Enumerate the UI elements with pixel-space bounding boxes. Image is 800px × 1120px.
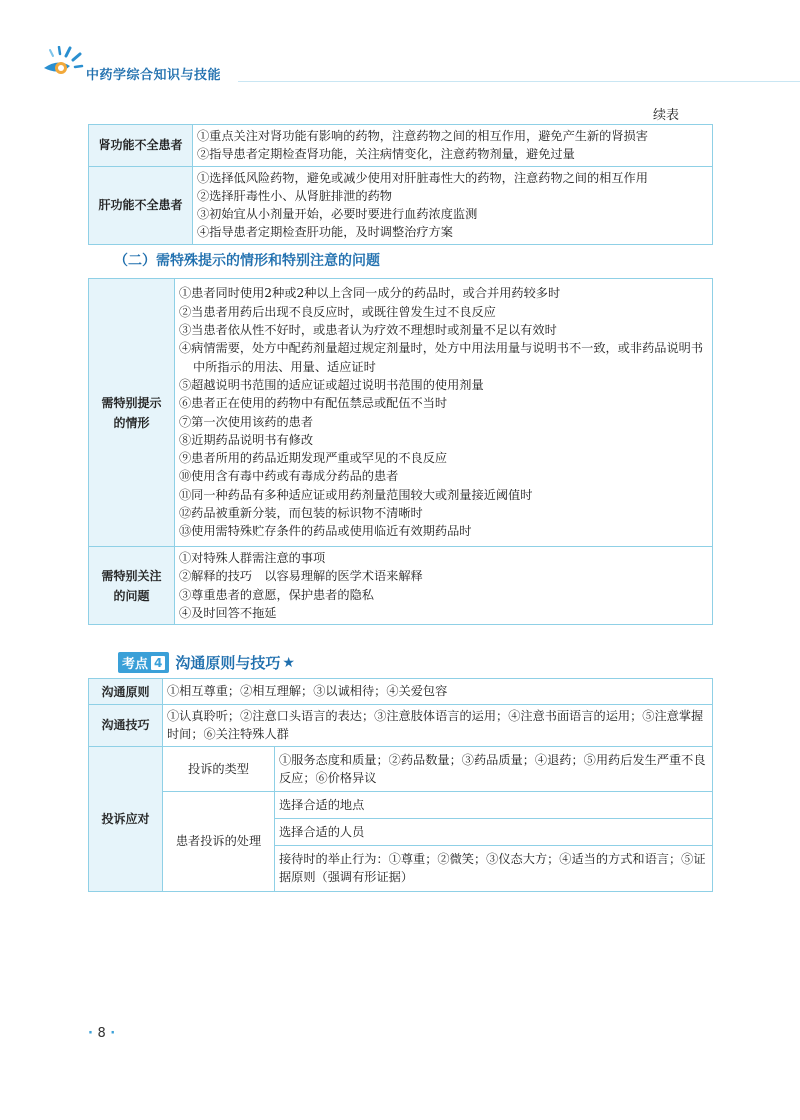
list-item: ⑥患者正在使用的药物中有配伍禁忌或配伍不当时 — [179, 396, 448, 411]
list-item: ⑧近期药品说明书有修改 — [179, 432, 314, 447]
exam-point-number: 4 — [151, 656, 165, 670]
row-items-liver — [193, 166, 713, 244]
star-icon: ★ — [282, 654, 295, 671]
row-items-kidney — [193, 125, 713, 167]
exam-point-tag — [118, 652, 169, 673]
table-row — [89, 679, 713, 705]
list-item: ③当患者依从性不好时，或患者认为疗效不理想时或剂量不足以有效时 — [179, 323, 557, 338]
list-item: ①患者同时使用2种或2种以上含同一成分的药品时，或合并用药较多时 — [179, 286, 561, 301]
page-number-value: 8 — [97, 1026, 106, 1041]
book-title: 中药学综合知识与技能 — [86, 68, 222, 83]
skills-text: ①认真聆听；②注意口头语言的表达；③注意肢体语言的运用；④注意书面语言的运用；⑤注意掌握时间；⑥关注特殊人群 — [163, 705, 713, 747]
list-item: ②当患者用药后出现不良反应时，或既往曾发生过不良反应 — [179, 304, 496, 319]
row-label-special-cases: 需特别提示的情形 — [89, 279, 175, 547]
section-heading: （二）需特殊提示的情形和特别注意的问题 — [114, 253, 380, 269]
exam-point-heading — [118, 652, 295, 673]
list-item: ⑩使用含有毒中药或有毒成分药品的患者 — [179, 469, 399, 484]
list-item: ①选择低风险药物，避免或减少使用对肝脏毒性大的药物，注意药物之间的相互作用 — [197, 170, 648, 185]
table-row — [89, 166, 713, 244]
page-header — [0, 0, 800, 92]
row-label-complaint: 投诉应对 — [89, 746, 163, 891]
sun-logo-icon — [40, 46, 84, 80]
continued-label: 续表 — [653, 108, 680, 123]
row-label-kidney: 肾功能不全患者 — [89, 125, 193, 167]
list-item: ⑨患者所用的药品近期发现严重或罕见的不良反应 — [179, 451, 448, 466]
list-item: ⑤超越说明书范围的适应证或超过说明书范围的使用剂量 — [179, 377, 484, 392]
complaint-types-text: ①服务态度和质量；②药品数量；③药品质量；④退药；⑤用药后发生严重不良反应；⑥价格异议 — [275, 746, 713, 792]
row-label-special-issues: 需特别关注的问题 — [89, 547, 175, 625]
header-divider — [238, 81, 800, 82]
principle-text: ①相互尊重；②相互理解；③以诚相待；④关爱包容 — [163, 679, 713, 705]
communication-table — [88, 678, 713, 892]
special-notice-table — [88, 278, 713, 625]
handling-item: 接待时的举止行为：①尊重；②微笑；③仪态大方；④适当的方式和语言；⑤证据原则（强调有形证据） — [275, 846, 713, 892]
list-item: ⑬使用需特殊贮存条件的药品或使用临近有效期药品时 — [179, 524, 472, 539]
list-item: ②解释的技巧 以容易理解的医学术语来解释 — [179, 569, 423, 584]
table-row — [89, 279, 713, 547]
row-label-skills: 沟通技巧 — [89, 705, 163, 747]
list-item: ⑦第一次使用该药的患者 — [179, 414, 314, 429]
list-item: ①重点关注对肾功能有影响的药物，注意药物之间的相互作用，避免产生新的肾损害 — [197, 129, 648, 143]
table-row — [89, 792, 713, 819]
dot-icon: · — [88, 1026, 98, 1041]
list-item: ②指导患者定期检查肾功能，关注病情变化，注意药物剂量，避免过量 — [197, 147, 575, 162]
page-number — [88, 1026, 115, 1041]
table-row — [89, 547, 713, 625]
table-row — [89, 705, 713, 747]
list-item: ④及时回答不拖延 — [179, 605, 277, 620]
organ-function-table — [88, 124, 713, 245]
list-item: ③尊重患者的意愿，保护患者的隐私 — [179, 587, 374, 602]
row-label-liver: 肝功能不全患者 — [89, 166, 193, 244]
row-label-principle: 沟通原则 — [89, 679, 163, 705]
exam-point-title: 沟通原则与技巧 — [175, 654, 281, 672]
list-item: ⑪同一种药品有多种适应证或用药剂量范围较大或剂量接近阈值时 — [179, 487, 533, 502]
row-items-special-cases — [175, 279, 713, 547]
exam-point-tag-label: 考点 — [122, 657, 149, 672]
list-item: ①对特殊人群需注意的事项 — [179, 551, 326, 565]
handling-item: 选择合适的人员 — [275, 819, 713, 846]
list-item: ④指导患者定期检查肝功能，及时调整治疗方案 — [197, 225, 453, 240]
list-item: ③初始宜从小剂量开始，必要时要进行血药浓度监测 — [197, 207, 478, 222]
list-item: ②选择肝毒性小、从肾脏排泄的药物 — [197, 188, 392, 203]
handling-item: 选择合适的地点 — [275, 792, 713, 819]
table-row — [89, 746, 713, 792]
row-items-special-issues — [175, 547, 713, 625]
complaint-handling-label: 患者投诉的处理 — [163, 792, 275, 892]
list-item: ⑫药品被重新分装，而包装的标识物不清晰时 — [179, 505, 423, 520]
list-item: ④病情需要，处方中配药剂量超过规定剂量时，处方中用法用量与说明书不一致，或非药品说明书中所指示的用法、用量、适应证时 — [179, 341, 704, 374]
complaint-types-label: 投诉的类型 — [163, 746, 275, 792]
dot-icon: · — [105, 1026, 116, 1041]
table-row — [89, 125, 713, 167]
